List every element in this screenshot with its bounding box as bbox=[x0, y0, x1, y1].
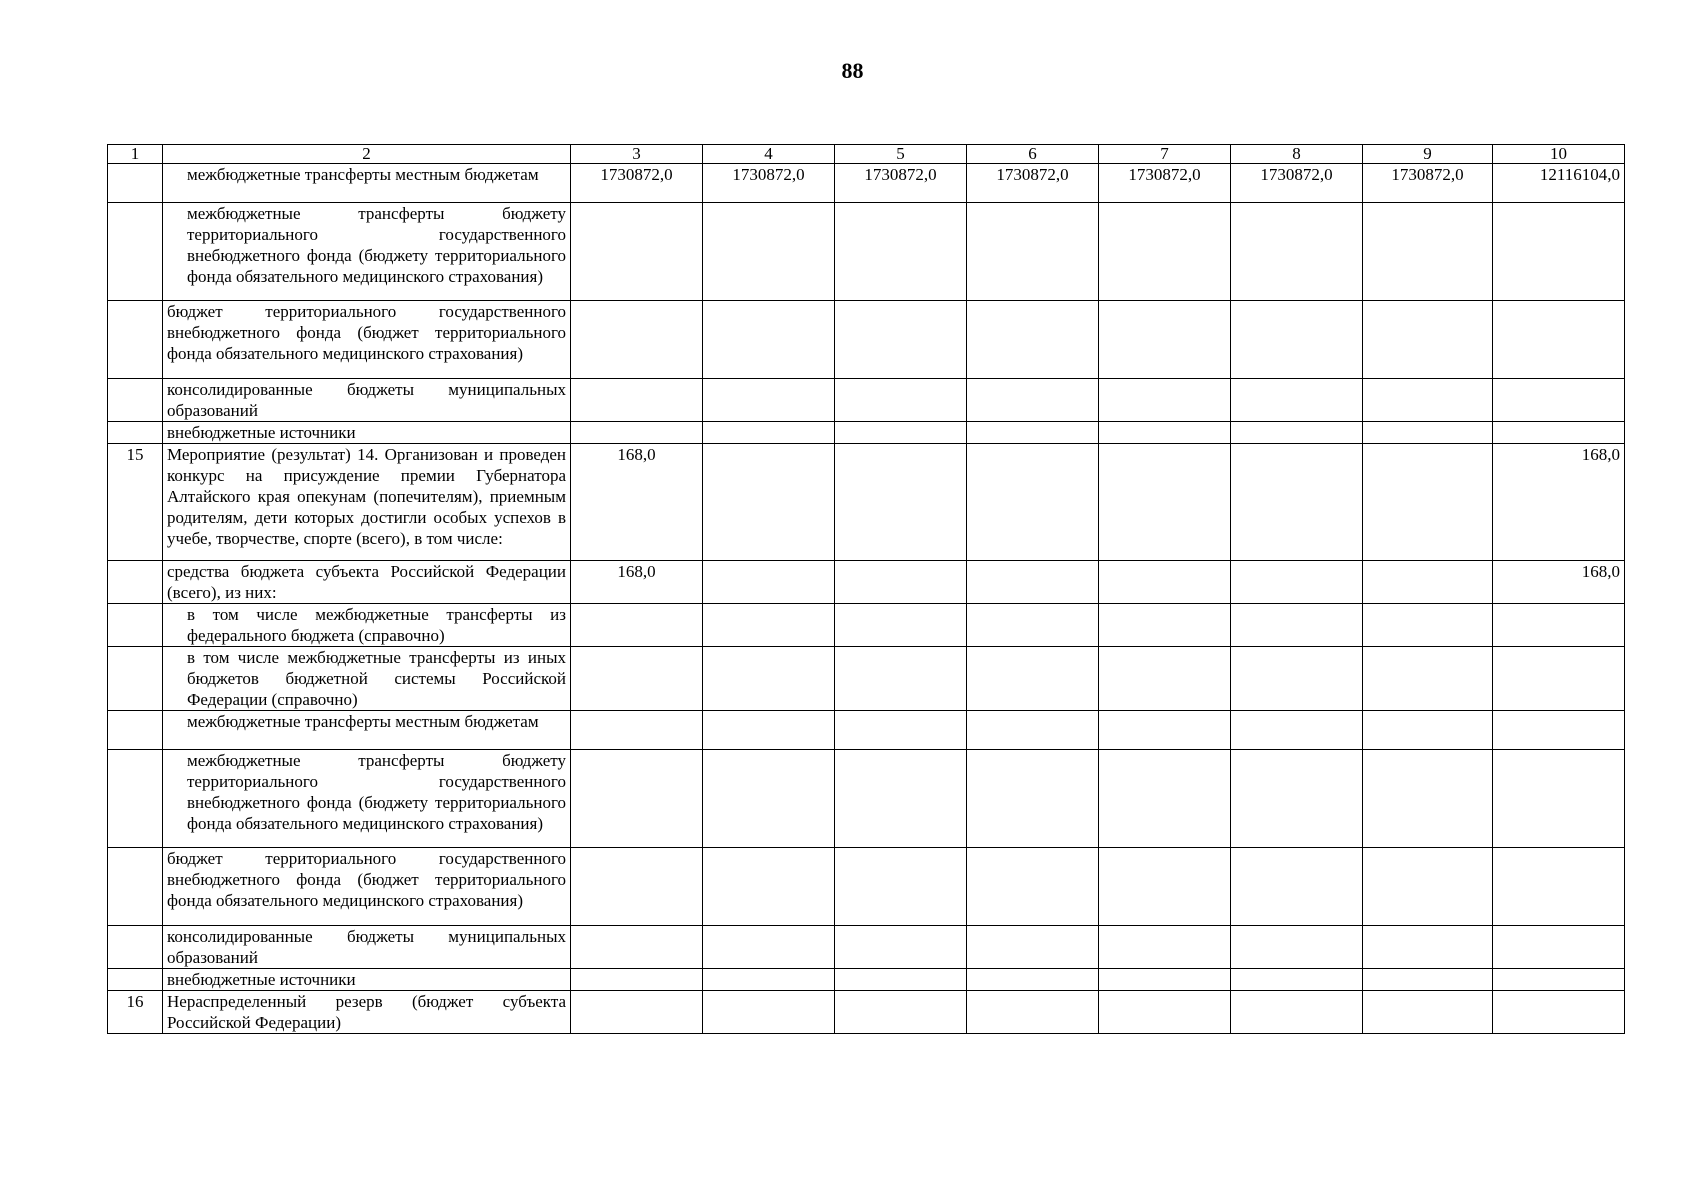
row-number bbox=[108, 164, 163, 203]
row-description: Нераспределенный резерв (бюджет субъекта Российской Федерации) bbox=[163, 991, 571, 1034]
value-cell-col-10 bbox=[1493, 991, 1625, 1034]
value-cell-col-10 bbox=[1493, 969, 1625, 991]
value-cell-col-4 bbox=[703, 711, 835, 750]
column-number-2: 2 bbox=[163, 145, 571, 164]
value-cell-col-5 bbox=[835, 647, 967, 711]
table-row bbox=[108, 203, 1625, 301]
value-cell-col-8: 1730872,0 bbox=[1231, 164, 1363, 203]
value-cell-col-8 bbox=[1231, 969, 1363, 991]
column-number-3: 3 bbox=[571, 145, 703, 164]
row-description: Мероприятие (результат) 14. Организован и проведен конкурс на присуждение премии Губернатора Алтайского края опекунам (попечителям), приемным родителям, дети которых достигли особых успехов в учебе, творчестве, спорте (всего), в том числе: bbox=[163, 444, 571, 561]
row-number bbox=[108, 301, 163, 379]
row-number: 15 bbox=[108, 444, 163, 561]
value-cell-col-7 bbox=[1099, 926, 1231, 969]
row-description: внебюджетные источники bbox=[163, 422, 571, 444]
row-number bbox=[108, 750, 163, 848]
value-cell-col-5 bbox=[835, 848, 967, 926]
value-cell-col-10 bbox=[1493, 379, 1625, 422]
table-row bbox=[108, 561, 1625, 604]
value-cell-col-4 bbox=[703, 561, 835, 604]
table-row bbox=[108, 422, 1625, 444]
value-cell-col-8 bbox=[1231, 444, 1363, 561]
value-cell-col-6 bbox=[967, 444, 1099, 561]
column-number-5: 5 bbox=[835, 145, 967, 164]
value-cell-col-7 bbox=[1099, 711, 1231, 750]
value-cell-col-3 bbox=[571, 647, 703, 711]
value-cell-col-10 bbox=[1493, 647, 1625, 711]
value-cell-col-5 bbox=[835, 422, 967, 444]
row-number bbox=[108, 711, 163, 750]
row-number: 16 bbox=[108, 991, 163, 1034]
value-cell-col-5 bbox=[835, 444, 967, 561]
row-description: в том числе межбюджетные трансферты из федерального бюджета (справочно) bbox=[163, 604, 571, 647]
value-cell-col-9 bbox=[1363, 379, 1493, 422]
value-cell-col-3 bbox=[571, 379, 703, 422]
value-cell-col-9 bbox=[1363, 848, 1493, 926]
table-row bbox=[108, 969, 1625, 991]
value-cell-col-4 bbox=[703, 848, 835, 926]
value-cell-col-5 bbox=[835, 379, 967, 422]
table-row bbox=[108, 711, 1625, 750]
value-cell-col-8 bbox=[1231, 647, 1363, 711]
value-cell-col-3 bbox=[571, 848, 703, 926]
row-description: средства бюджета субъекта Российской Федерации (всего), из них: bbox=[163, 561, 571, 604]
value-cell-col-9 bbox=[1363, 647, 1493, 711]
table-row bbox=[108, 379, 1625, 422]
value-cell-col-6: 1730872,0 bbox=[967, 164, 1099, 203]
value-cell-col-4 bbox=[703, 301, 835, 379]
value-cell-col-9 bbox=[1363, 926, 1493, 969]
row-description: бюджет территориального государственного внебюджетного фонда (бюджет территориального фонда обязательного медицинского страхования) bbox=[163, 848, 571, 926]
value-cell-col-8 bbox=[1231, 750, 1363, 848]
value-cell-col-3 bbox=[571, 422, 703, 444]
value-cell-col-5 bbox=[835, 926, 967, 969]
value-cell-col-8 bbox=[1231, 203, 1363, 301]
value-cell-col-10: 168,0 bbox=[1493, 444, 1625, 561]
value-cell-col-3 bbox=[571, 926, 703, 969]
column-number-4: 4 bbox=[703, 145, 835, 164]
value-cell-col-7 bbox=[1099, 969, 1231, 991]
table-row bbox=[108, 926, 1625, 969]
value-cell-col-4 bbox=[703, 444, 835, 561]
value-cell-col-3: 168,0 bbox=[571, 561, 703, 604]
value-cell-col-6 bbox=[967, 926, 1099, 969]
table-row bbox=[108, 164, 1625, 203]
value-cell-col-7 bbox=[1099, 991, 1231, 1034]
value-cell-col-4 bbox=[703, 203, 835, 301]
table-row bbox=[108, 647, 1625, 711]
row-description: бюджет территориального государственного внебюджетного фонда (бюджет территориального фонда обязательного медицинского страхования) bbox=[163, 301, 571, 379]
value-cell-col-5 bbox=[835, 991, 967, 1034]
value-cell-col-6 bbox=[967, 604, 1099, 647]
row-number bbox=[108, 926, 163, 969]
value-cell-col-6 bbox=[967, 422, 1099, 444]
row-number bbox=[108, 604, 163, 647]
value-cell-col-5 bbox=[835, 711, 967, 750]
value-cell-col-10: 12116104,0 bbox=[1493, 164, 1625, 203]
value-cell-col-7 bbox=[1099, 379, 1231, 422]
value-cell-col-9 bbox=[1363, 561, 1493, 604]
value-cell-col-7 bbox=[1099, 848, 1231, 926]
row-description: внебюджетные источники bbox=[163, 969, 571, 991]
row-description: межбюджетные трансферты местным бюджетам bbox=[163, 164, 571, 203]
row-description: межбюджетные трансферты местным бюджетам bbox=[163, 711, 571, 750]
table-row bbox=[108, 604, 1625, 647]
value-cell-col-4: 1730872,0 bbox=[703, 164, 835, 203]
value-cell-col-9 bbox=[1363, 422, 1493, 444]
value-cell-col-6 bbox=[967, 379, 1099, 422]
value-cell-col-8 bbox=[1231, 711, 1363, 750]
value-cell-col-6 bbox=[967, 711, 1099, 750]
value-cell-col-9 bbox=[1363, 444, 1493, 561]
value-cell-col-7 bbox=[1099, 203, 1231, 301]
value-cell-col-3 bbox=[571, 711, 703, 750]
value-cell-col-8 bbox=[1231, 604, 1363, 647]
value-cell-col-7 bbox=[1099, 301, 1231, 379]
row-description: в том числе межбюджетные трансферты из иных бюджетов бюджетной системы Российской Федерации (справочно) bbox=[163, 647, 571, 711]
table-row bbox=[108, 991, 1625, 1034]
row-description: межбюджетные трансферты бюджету территориального государственного внебюджетного фонда (бюджету территориального фонда обязательного медицинского страхования) bbox=[163, 203, 571, 301]
value-cell-col-3 bbox=[571, 991, 703, 1034]
value-cell-col-10 bbox=[1493, 750, 1625, 848]
value-cell-col-4 bbox=[703, 991, 835, 1034]
table-row bbox=[108, 750, 1625, 848]
row-description: консолидированные бюджеты муниципальных образований bbox=[163, 926, 571, 969]
value-cell-col-6 bbox=[967, 561, 1099, 604]
row-number bbox=[108, 379, 163, 422]
value-cell-col-9 bbox=[1363, 991, 1493, 1034]
value-cell-col-10 bbox=[1493, 848, 1625, 926]
value-cell-col-5 bbox=[835, 604, 967, 647]
value-cell-col-3: 168,0 bbox=[571, 444, 703, 561]
table-row bbox=[108, 444, 1625, 561]
row-number bbox=[108, 422, 163, 444]
value-cell-col-5 bbox=[835, 750, 967, 848]
value-cell-col-5 bbox=[835, 969, 967, 991]
row-number bbox=[108, 969, 163, 991]
value-cell-col-10 bbox=[1493, 301, 1625, 379]
value-cell-col-10 bbox=[1493, 203, 1625, 301]
value-cell-col-3 bbox=[571, 301, 703, 379]
value-cell-col-5: 1730872,0 bbox=[835, 164, 967, 203]
row-number bbox=[108, 203, 163, 301]
value-cell-col-4 bbox=[703, 647, 835, 711]
row-description: межбюджетные трансферты бюджету территориального государственного внебюджетного фонда (бюджету территориального фонда обязательного медицинского страхования) bbox=[163, 750, 571, 848]
value-cell-col-9 bbox=[1363, 604, 1493, 647]
column-number-row bbox=[108, 145, 1625, 164]
value-cell-col-6 bbox=[967, 969, 1099, 991]
value-cell-col-7 bbox=[1099, 604, 1231, 647]
value-cell-col-3 bbox=[571, 969, 703, 991]
value-cell-col-4 bbox=[703, 604, 835, 647]
value-cell-col-7: 1730872,0 bbox=[1099, 164, 1231, 203]
row-description: консолидированные бюджеты муниципальных образований bbox=[163, 379, 571, 422]
value-cell-col-6 bbox=[967, 991, 1099, 1034]
value-cell-col-9 bbox=[1363, 203, 1493, 301]
row-number bbox=[108, 848, 163, 926]
column-number-9: 9 bbox=[1363, 145, 1493, 164]
column-number-6: 6 bbox=[967, 145, 1099, 164]
value-cell-col-5 bbox=[835, 561, 967, 604]
value-cell-col-10 bbox=[1493, 422, 1625, 444]
value-cell-col-7 bbox=[1099, 444, 1231, 561]
value-cell-col-6 bbox=[967, 750, 1099, 848]
value-cell-col-6 bbox=[967, 301, 1099, 379]
value-cell-col-8 bbox=[1231, 848, 1363, 926]
value-cell-col-9 bbox=[1363, 750, 1493, 848]
value-cell-col-9 bbox=[1363, 969, 1493, 991]
value-cell-col-3 bbox=[571, 750, 703, 848]
value-cell-col-5 bbox=[835, 301, 967, 379]
budget-table bbox=[107, 144, 1625, 1034]
table-row bbox=[108, 848, 1625, 926]
column-number-1: 1 bbox=[108, 145, 163, 164]
value-cell-col-8 bbox=[1231, 561, 1363, 604]
row-number bbox=[108, 647, 163, 711]
column-number-7: 7 bbox=[1099, 145, 1231, 164]
column-number-10: 10 bbox=[1493, 145, 1625, 164]
value-cell-col-8 bbox=[1231, 926, 1363, 969]
value-cell-col-10 bbox=[1493, 604, 1625, 647]
value-cell-col-10: 168,0 bbox=[1493, 561, 1625, 604]
table-row bbox=[108, 301, 1625, 379]
value-cell-col-3 bbox=[571, 604, 703, 647]
value-cell-col-3: 1730872,0 bbox=[571, 164, 703, 203]
value-cell-col-9 bbox=[1363, 301, 1493, 379]
value-cell-col-7 bbox=[1099, 750, 1231, 848]
value-cell-col-7 bbox=[1099, 561, 1231, 604]
value-cell-col-4 bbox=[703, 750, 835, 848]
value-cell-col-8 bbox=[1231, 991, 1363, 1034]
value-cell-col-10 bbox=[1493, 926, 1625, 969]
value-cell-col-6 bbox=[967, 203, 1099, 301]
column-number-8: 8 bbox=[1231, 145, 1363, 164]
value-cell-col-7 bbox=[1099, 422, 1231, 444]
value-cell-col-9 bbox=[1363, 711, 1493, 750]
row-number bbox=[108, 561, 163, 604]
value-cell-col-5 bbox=[835, 203, 967, 301]
value-cell-col-9: 1730872,0 bbox=[1363, 164, 1493, 203]
value-cell-col-6 bbox=[967, 848, 1099, 926]
value-cell-col-8 bbox=[1231, 301, 1363, 379]
value-cell-col-6 bbox=[967, 647, 1099, 711]
value-cell-col-10 bbox=[1493, 711, 1625, 750]
value-cell-col-8 bbox=[1231, 379, 1363, 422]
value-cell-col-7 bbox=[1099, 647, 1231, 711]
page-number: 88 bbox=[841, 58, 864, 83]
value-cell-col-4 bbox=[703, 379, 835, 422]
value-cell-col-4 bbox=[703, 969, 835, 991]
value-cell-col-4 bbox=[703, 926, 835, 969]
value-cell-col-3 bbox=[571, 203, 703, 301]
value-cell-col-8 bbox=[1231, 422, 1363, 444]
value-cell-col-4 bbox=[703, 422, 835, 444]
